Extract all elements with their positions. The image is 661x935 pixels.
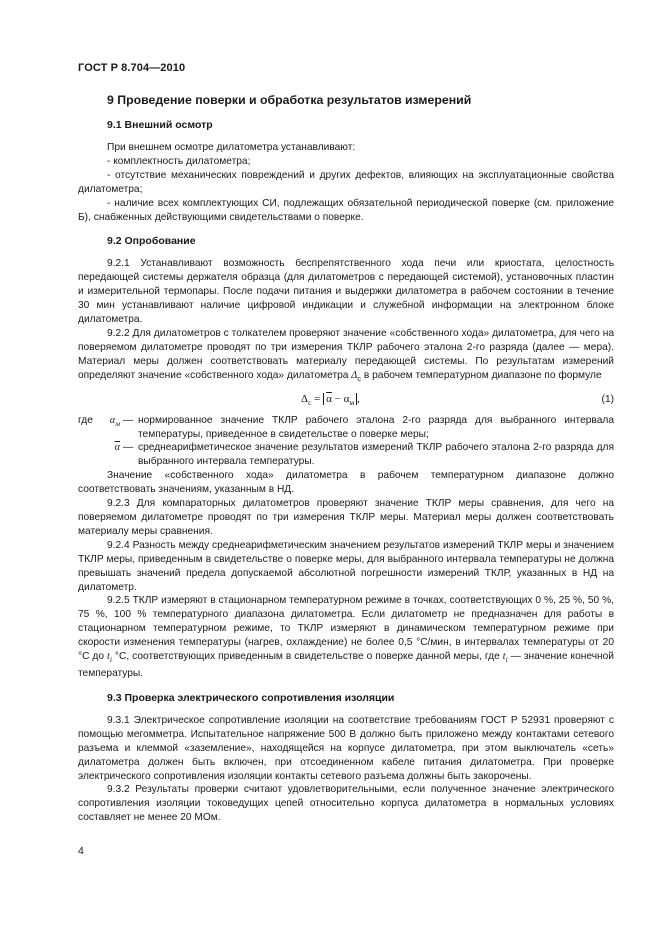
where-term-1	[78, 414, 120, 442]
section-9-3-title: 9.3 Проверка электрического сопротивления изоляции	[107, 691, 395, 704]
section-9-3	[78, 692, 614, 825]
symbol-t: t	[107, 651, 110, 663]
formula-lhs: Δ	[301, 392, 309, 405]
section-9-1-title: 9.1 Внешний осмотр	[107, 119, 213, 131]
where-block	[78, 414, 614, 470]
dash: —	[123, 414, 134, 426]
section-9-2	[78, 235, 614, 680]
paragraph: Значение «собственного хода» дилатометра в рабочем температурном диапазоне должно соответствовать значениям, указанным в НД.	[78, 470, 614, 496]
document-id: ГОСТ Р 8.704—2010	[78, 62, 186, 74]
text: °С, соответствующих приведенным в свидетельстве о поверке данной меры, где	[114, 651, 500, 663]
symbol-alpha-m: $\alpha_м$	[109, 414, 120, 428]
symbol-alpha-mean: $\overline{\alpha}$	[114, 442, 120, 454]
dash: —	[123, 442, 134, 454]
formula-end: ,	[357, 392, 360, 405]
list-item: - наличие всех комплектующих СИ, подлежащих обязательной периодической поверке (см. приложение Б), снабженных действующими свидетельствами о поверке.	[78, 197, 614, 223]
paragraph-9-2-1: 9.2.1 Устанавливают возможность беспрепятственного хода печи или криостата, целостность передающей системы держателя образца (для дилатометров с передающей системой), установочных пластин и измерительной термопары. После подачи питания и выдержки дилатометра в рабочем состоянии в течение 30 мин устанавливают наличие цифровой индикации и служебной информации на электронном блоке дилатометра.	[78, 258, 614, 326]
subscript: м	[349, 397, 355, 407]
alpha-mean: $\overline{\alpha}$	[326, 392, 332, 405]
text: — значение конечной температуры.	[78, 651, 614, 679]
paragraph: При внешнем осмотре дилатометра устанавливают:	[107, 142, 356, 153]
paragraph-9-2-5	[78, 594, 614, 680]
document-body	[78, 93, 614, 836]
where-word: где	[78, 414, 93, 426]
section-9-1	[78, 119, 614, 224]
formula-eq: =	[311, 392, 324, 405]
subscript: c	[357, 373, 362, 383]
absolute-value	[323, 393, 357, 405]
text: в рабочем температурном диапазоне по формуле	[363, 369, 602, 381]
formula-number: (1)	[601, 393, 614, 405]
formula-1	[78, 390, 614, 411]
definition: среднеарифметическое значение результатов измерений ТКЛР рабочего эталона 2-го разряда для выбранного интервала температуры.	[138, 442, 614, 468]
symbol-t: t	[502, 651, 506, 663]
section-9-2-title: 9.2 Опробование	[107, 235, 196, 248]
symbol-delta: Δ	[351, 369, 358, 381]
paragraph-9-2-3: 9.2.3 Для компараторных дилатометров проверяют значение ТКЛР меры сравнения, для чего на поверяемом дилатометре проводят по три измерения ТКЛР меры. Материал меры должен соответствовать материалу меры сравнения.	[78, 498, 614, 537]
text: 9.2.5 ТКЛР измеряют в стационарном температурном режиме в точках, соответствующих 0 %, 25 %, 50 %, 75 %, 100 % температурного диапазона дилатометра. Если дилатометр не предназначен для работы в стационарном температурном режиме, то ТКЛР измеряют в динамическом температурном режиме при скорости изменения температуры (нагрев, охлаждение) не более 0,5 °С/мин, в интервалах температуры от 20 °С до	[78, 595, 614, 663]
section-9-title: 9 Проведение поверки и обработка результатов измерений	[107, 93, 472, 107]
paragraph-9-2-4: 9.2.4 Разность между среднеарифметическим значением результатов измерений ТКЛР меры и значением ТКЛР меры, приведенным в свидетельстве о поверке меры, для выбранного интервала температуры не должна превышать значений предела допускаемой абсолютной погрешности измерений ТКЛР, указанных в НД на дилатометр.	[78, 539, 614, 593]
text: 9.2.2 Для дилатометров с толкателем проверяют значение «собственного хода» дилатометра, для чего на поверяемом дилатометре проводят по три измерения ТКЛР рабочего эталона 2-го разряда (далее — мера). Материал меры должен соответствовать материалу передающей системы. По результатам измерений определяют значение «собственного хода» дилатометра	[78, 327, 614, 381]
paragraph-9-3-1: 9.3.1 Электрическое сопротивление изоляции на соответствие требованиям ГОСТ Р 52931 проверяют с помощью мегомметра. Испытательное напряжение 500 В должно быть приложено между контактами сетевого разъема и клеммой «заземление», находящейся на корпусе дилатометра, при этом выключатель «сеть» дилатометра должен быть включен, при отсоединенном кабеле питания дилатометра. При проверке электрического сопротивления изоляции контакты сетевого разъема должны быть закорочены.	[78, 714, 614, 782]
formula	[301, 393, 360, 410]
list-item: - комплектность дилатометра;	[107, 155, 251, 167]
paragraph-9-3-2: 9.3.2 Результаты проверки считают удовлетворительными, если полученное значение электрического сопротивления изоляции токоведущих цепей относительно корпуса дилатометра в нормальных условиях составляет не менее 20 МОм.	[78, 784, 614, 824]
subscript: c	[308, 397, 312, 407]
formula-minus: − α	[331, 392, 350, 405]
page-number: 4	[78, 845, 84, 857]
subscript: i	[505, 655, 508, 665]
definition: нормированное значение ТКЛР рабочего эталона 2-го разряда для выбранного интервала температуры, приведенное в свидетельстве о поверке меры;	[138, 414, 614, 440]
subscript: i	[109, 655, 112, 665]
list-item: - отсутствие механических повреждений и других дефектов, влияющих на эксплуатационные свойства дилатометра;	[78, 169, 614, 195]
paragraph-9-2-2	[78, 327, 614, 386]
